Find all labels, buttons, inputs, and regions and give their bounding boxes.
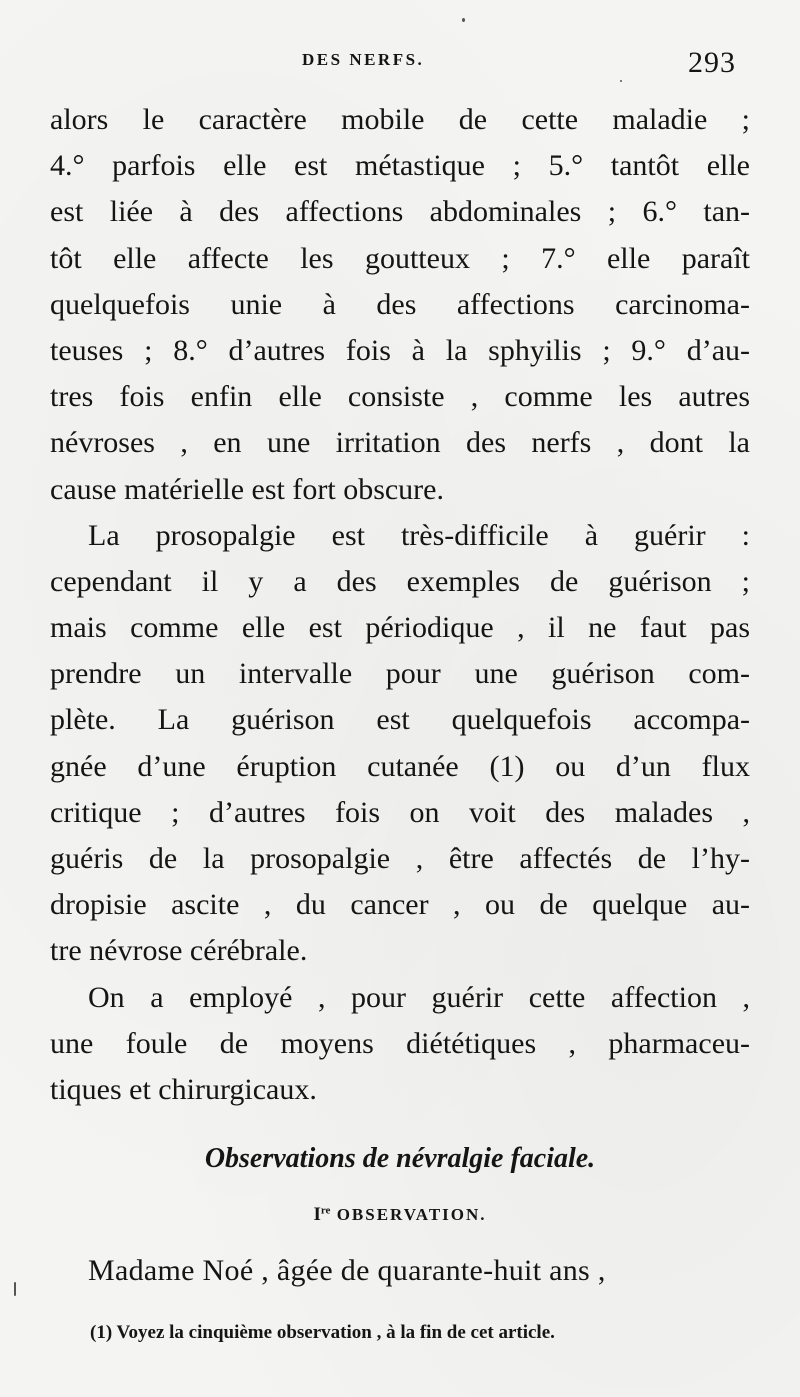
text-line: une foule de moyens diététiques , pharmaceu- (50, 1026, 750, 1060)
paper-speck (620, 80, 622, 82)
observation-heading (0, 1204, 800, 1226)
observation-first-line: Madame Noé , âgée de quarante-huit ans , (88, 1254, 606, 1287)
text-line: tiques et chirurgicaux. (50, 1072, 317, 1106)
text-line: mais comme elle est périodique , il ne faut pas (50, 611, 750, 645)
footnote: (1) Voyez la cinquième observation , à la fin de cet article. (90, 1322, 555, 1343)
text-line: plète. La guérison est quelquefois accompa- (50, 703, 750, 737)
text-line: tres fois enfin elle consiste , comme les autres (50, 380, 750, 414)
text-line: cependant il y a des exemples de guérison ; (50, 564, 750, 598)
text-line: La prosopalgie est très-difficile à guérir : (88, 518, 750, 552)
text-line: alors le caractère mobile de cette maladie ; (50, 103, 750, 136)
text-line: gnée d’une éruption cutanée (1) ou d’un flux (50, 749, 750, 783)
running-head: DES NERFS. (302, 50, 425, 69)
text-line: On a employé , pour guérir cette affection , (88, 980, 750, 1014)
text-line: critique ; d’autres fois on voit des malades , (50, 795, 750, 829)
page-number: 293 (688, 46, 736, 79)
paper-speck (14, 1282, 16, 1296)
text-line: guéris de la prosopalgie , être affectés de l’hy- (50, 842, 750, 875)
text-line: tôt elle affecte les goutteux ; 7.° elle paraît (50, 241, 750, 275)
text-line: teuses ; 8.° d’autres fois à la sphyilis ; 9.° d’au- (50, 333, 750, 367)
observation-label: OBSERVATION. (336, 1205, 487, 1224)
paper-speck (462, 18, 465, 22)
observation-ordinal: re (320, 1204, 331, 1217)
text-line: névroses , en une irritation des nerfs , dont la (50, 426, 750, 460)
text-line: cause matérielle est fort obscure. (50, 472, 444, 506)
text-line: dropisie ascite , du cancer , ou de quelque au- (50, 888, 750, 922)
observation-number: I (313, 1204, 321, 1225)
text-line: quelquefois unie à des affections carcinoma- (50, 287, 750, 321)
text-line: est liée à des affections abdominales ; 6.° tan- (50, 195, 750, 229)
body-text (50, 97, 750, 1113)
section-title: Observations de névralgie faciale. (204, 1143, 596, 1174)
text-line: 4.° parfois elle est métastique ; 5.° tantôt elle (50, 149, 750, 183)
text-line: tre névrose cérébrale. (50, 934, 308, 968)
text-line: prendre un intervalle pour une guérison com- (50, 657, 750, 691)
